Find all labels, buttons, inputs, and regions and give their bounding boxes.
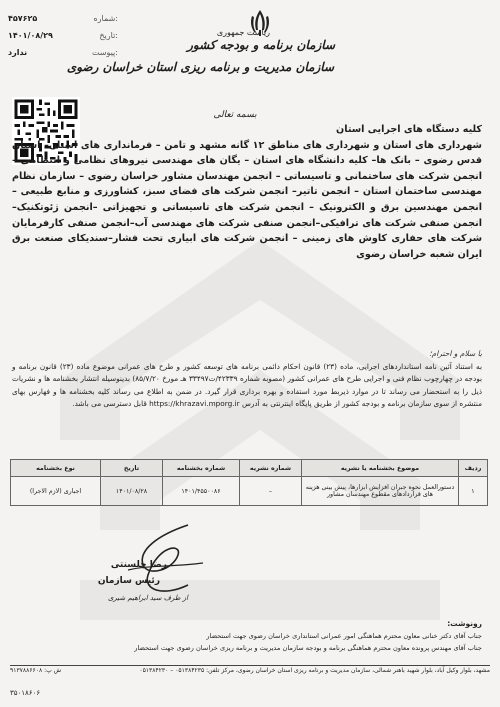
salutation: با سلام و احترام؛ [429,349,482,358]
document-number: ۳۵۰۱۸۶۰۶ [10,689,41,697]
presidency-title: ریاست جمهوری [216,28,270,37]
cell-pubno: – [240,477,302,506]
table-row [11,477,488,506]
bismillah-heading: بسمه تعالی [213,110,257,120]
cc-line-2: جناب آقای مهندس پرونده معاون محترم هماهنگی برنامه و بودجه سازمان مدیریت و برنامه ریزی خراسان رضوی جهت استحضار [134,644,482,652]
col-date-header: تاریخ [101,460,163,477]
signatory-name: رضا جلسنتی [110,560,167,570]
letter-meta [8,10,118,61]
letter-body: به استناد آئین نامه استانداردهای اجرایی، ماده (۲۳) قانون احکام دائمی برنامه های توسعه کشور و طرح های عمرانی موضوع ماده (۲۳) قانون برنامه و بودجه در چهارچوب نظام فنی و اجرایی طرح های عمرانی کشور (مصوبه شماره ۴۲۳۳۹/ت۳۳۴۹۷ هـ مورخ ۸۵/۷/۲۰) بدینوسیله انتشار بخشنامه ها و نشریات ذیل را به استحضار می رساند تا در موارد ذیربط مورد استفاده و بهره برداری قرار گیرد. در ضمن به اطلاع می رساند کلیه بخشنامه ها و فهارس بهای منتشره از سوی سازمان برنامه و بودجه کشور از طریق پایگاه اینترنتی به آدرس https://khrazavi.mporg.ir قابل دسترسی می باشد. [12,362,482,409]
footer-postal-code: ش پ: ۹۱۳۷۸۸۶۶۰۸ [10,667,62,674]
cell-subject: دستورالعمل نحوه جبران افزایش ابزارها، پیش بینی هزینه های قراردادهای مقطوع مهندسان مشاور [302,477,459,506]
table-header-row [11,460,488,477]
addressee-list: کلیه دستگاه های اجرایی استان شهرداری های استان و شهرداری های مناطق ۱۲ گانه مشهد و تامن – فرمانداری های استان– استان قدس رضوی – بانک ها– کلیه دانشگاه های استان – یگان های مهندسی نیروهای نظامی و انتظامی – انجمن شرکت های ساختمانی و تاسیساتی – انجمن مهندسان مشاور خراسان رضوی – سازمان نظام مهندسی ساختمان استان – انجمن تاتیر– انجمن شرکت های فضای سبز، کشاورزی و منابع طبیعی – انجمن مهندسین برق و الکترونیک – انجمن شرکت های تاسیساتی و تجهیزاتی –انجمن ژئوتکنیک–انجمن صنفی شرکت های ترافیکی–انجمن صنفی شرکت های مهندسی آب–انجمن صنفی کارفرمایان شرکت های حفاری کاوش های زمینی – انجمن شرکت های ابیاری تحت فشار–سندیکای صنعت برق ایران شعبه خراسان رضوی [12,124,482,260]
col-subject-header: موضوع بخشنامه یا نشریه [302,460,459,477]
footer-divider [10,665,490,666]
signatory-title: رئیس سازمان [97,576,160,586]
col-circularno-header: شماره بخشنامه [163,460,240,477]
cell-index: ۱ [459,477,488,506]
signatory-on-behalf: از طرف سید ابراهیم شیری [107,594,188,602]
cell-type: اجباری (لازم الاجرا) [11,477,101,506]
meta-date: ۱۴۰۱/۰۸/۲۹ تاریخ: [8,31,118,40]
cell-date: ۱۴۰۱/۰۸/۲۸ [101,477,163,506]
meta-attachment: ندارد پیوست: [8,48,118,57]
col-index-header: ردیف [459,460,488,477]
circulars-table [10,459,488,506]
cc-line-1: جناب آقای دکتر خنانی معاون محترم هماهنگی امور عمرانی استانداری خراسان رضوی جهت استحضار [206,632,482,640]
footer [10,667,490,674]
col-type-header: نوع بخشنامه [11,460,101,477]
footer-address: مشهد، بلوار وکیل آباد، بلوار شهید باهنر شمالی، سازمان مدیریت و برنامه ریزی استان خراسان رضوی، مرکز تلفن: ۰۵۱۳۸۴۲۳۵ – ۰۵۱۳۸۴۲۳۰ [139,667,490,674]
meta-number: ۴۵۷۶۲۵ شماره: [8,14,118,23]
org-primary-title: سازمان برنامه و بودجه کشور [187,38,335,52]
cell-circularno: ۱۴۰۱/۴۵۵۰۰۸۶ [163,477,240,506]
col-pubno-header: شماره نشریه [240,460,302,477]
cc-heading: رونوشت: [447,619,482,628]
org-secondary-title: سازمان مدیریت و برنامه ریزی استان خراسان رضوی [66,60,334,74]
